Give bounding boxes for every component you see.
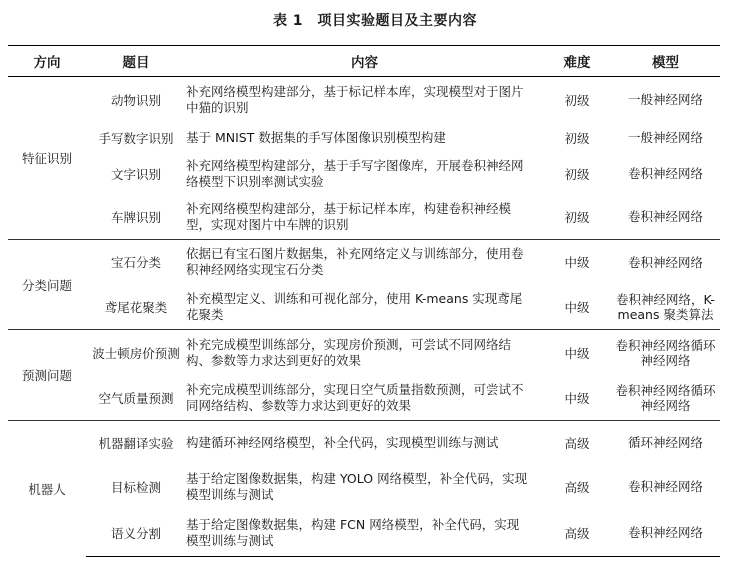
topic-cell: 语义分割 [86, 509, 186, 557]
content-cell: 基于 MNIST 数据集的手写体图像识别模型构建 [186, 129, 446, 145]
content-cell: 基于给定图像数据集，构建 YOLO 网络模型，补全代码，实现模型训练与测试 [186, 470, 528, 502]
direction-cell: 预测问题 [8, 330, 86, 421]
content-cell: 依据已有宝石图片数据集，补充网络定义与训练部分，使用卷积神经网络实现宝石分类 [186, 240, 543, 285]
table-row [8, 153, 720, 194]
model-cell: 卷积神经网络 [611, 509, 720, 557]
topic-cell: 鸢尾花聚类 [104, 299, 168, 315]
difficulty-cell: 高级 [564, 479, 590, 495]
header-difficulty: 难度 [543, 46, 611, 77]
model-cell: 循环神经网络 [611, 421, 720, 465]
difficulty-cell: 中级 [564, 299, 590, 315]
header-content: 内容 [186, 46, 543, 77]
model-cell: 卷积神经网络循环神经网络 [615, 382, 716, 413]
header-model: 模型 [611, 46, 720, 77]
topic-cell: 文字识别 [110, 166, 161, 182]
model-cell: 一般神经网络 [627, 92, 703, 107]
topic-cell: 动物识别 [110, 92, 161, 108]
experiments-table [8, 45, 720, 557]
topic-cell: 机器翻译实验 [86, 421, 186, 465]
model-cell: 卷积神经网络 [627, 166, 703, 181]
model-cell: 卷积神经网络 [627, 479, 703, 494]
difficulty-cell: 初级 [564, 130, 590, 146]
header-topic: 题目 [86, 46, 186, 77]
topic-cell: 手写数字识别 [98, 130, 174, 146]
topic-cell: 车牌识别 [110, 209, 161, 225]
table-row [8, 330, 720, 376]
content-cell: 补充网络模型构建部分，基于标记样本库，实现模型对于图片中猫的识别 [186, 83, 524, 115]
table-row [8, 284, 720, 330]
content-cell: 基于给定图像数据集，构建 FCN 网络模型，补全代码，实现模型训练与测试 [186, 509, 543, 557]
content-cell: 补充完成模型训练部分，实现日空气质量指数预测，可尝试不同网络结构、参数等力求达到更好的效果 [186, 381, 524, 413]
difficulty-cell: 中级 [564, 390, 590, 406]
difficulty-cell: 中级 [543, 240, 611, 285]
model-cell: 卷积神经网络，K-means 聚类算法 [616, 291, 715, 322]
header-direction: 方向 [8, 46, 86, 77]
topic-cell: 目标检测 [110, 479, 161, 495]
content-cell: 补充模型定义、训练和可视化部分，使用 K-means 实现鸢尾花聚类 [186, 290, 523, 322]
topic-cell: 宝石分类 [86, 240, 186, 285]
model-cell: 卷积神经网络 [611, 240, 720, 285]
topic-cell: 空气质量预测 [98, 390, 174, 406]
content-cell: 构建循环神经网络模型，补全代码，实现模型训练与测试 [186, 421, 543, 465]
table-row [8, 240, 720, 285]
table-row [8, 421, 720, 465]
table-row [8, 122, 720, 153]
difficulty-cell: 初级 [564, 92, 590, 108]
content-cell: 补充网络模型构建部分，基于手写字图像库，开展卷积神经网络模型下识别率测试实验 [186, 157, 524, 189]
table-row [8, 464, 720, 509]
table-row [8, 77, 720, 123]
content-cell: 补充完成模型训练部分，实现房价预测，可尝试不同网络结构、参数等力求达到更好的效果 [186, 330, 543, 376]
difficulty-cell: 高级 [543, 421, 611, 465]
difficulty-cell: 高级 [543, 509, 611, 557]
content-cell: 补充网络模型构建部分，基于标记样本库，构建卷积神经模型，实现对图片中车牌的识别 [186, 200, 512, 232]
difficulty-cell: 初级 [564, 166, 590, 182]
model-cell: 一般神经网络 [627, 130, 703, 145]
topic-cell: 波士顿房价预测 [86, 330, 186, 376]
direction-cell: 机器人 [8, 421, 86, 557]
model-cell: 卷积神经网络循环神经网络 [611, 330, 720, 376]
table-caption: 表 1 项目实验题目及主要内容 [272, 13, 478, 29]
difficulty-cell: 初级 [564, 209, 590, 225]
direction-cell: 分类问题 [8, 240, 86, 330]
difficulty-cell: 中级 [543, 330, 611, 376]
table-row [8, 194, 720, 240]
model-cell: 卷积神经网络 [627, 209, 703, 224]
header-row [8, 46, 720, 77]
direction-cell: 特征识别 [21, 151, 72, 166]
table-row [8, 509, 720, 557]
table-row [8, 375, 720, 421]
